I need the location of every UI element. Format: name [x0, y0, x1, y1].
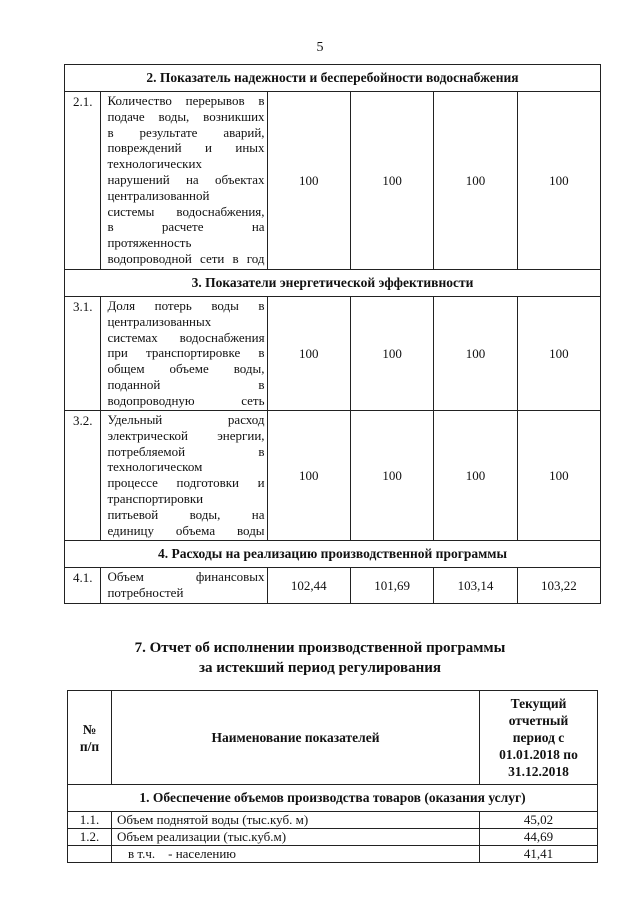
row-number: 1.2. — [68, 829, 112, 846]
row-number: 4.1. — [65, 568, 101, 604]
indicator-name: Объем поднятой воды (тыс.куб. м) — [112, 812, 480, 829]
indicator-value: 100 — [517, 92, 600, 270]
table-row — [68, 829, 598, 846]
header-num: № п/п — [68, 691, 112, 785]
indicator-name-line: технологических — [107, 156, 202, 172]
table-row — [65, 92, 601, 270]
indicator-name-line: нарушений на объектах — [107, 171, 265, 187]
indicator-name-line: водопроводной сети в год — [107, 250, 265, 266]
section-row — [65, 270, 601, 297]
indicator-name — [101, 297, 267, 411]
indicator-value: 103,14 — [434, 568, 517, 604]
report-table — [67, 690, 598, 863]
row-number: 2.1. — [65, 92, 101, 270]
table-row — [65, 411, 601, 541]
indicator-value: 101,69 — [350, 568, 433, 604]
indicator-name-line: централизованной — [107, 187, 210, 203]
table-row — [68, 812, 598, 829]
indicator-value: 44,69 — [480, 829, 598, 846]
indicator-value: 100 — [350, 297, 433, 411]
indicator-name-line: единицу объема воды — [107, 522, 265, 538]
row-number: 3.2. — [65, 411, 101, 541]
indicator-name-line: поданной в — [107, 376, 265, 392]
indicator-value: 100 — [517, 411, 600, 541]
indicator-value: 103,22 — [517, 568, 600, 604]
section-title: 2. Показатель надежности и бесперебойности водоснабжения — [65, 65, 601, 92]
indicator-value: 41,41 — [480, 846, 598, 863]
indicator-name-line: потребляемой в — [107, 443, 265, 459]
indicator-value: 100 — [434, 411, 517, 541]
indicator-name-line: подаче воды, возникших — [107, 108, 265, 124]
indicator-value: 100 — [267, 92, 350, 270]
row-number: 3.1. — [65, 297, 101, 411]
page-number: 5 — [316, 40, 324, 55]
indicator-value: 100 — [517, 297, 600, 411]
indicator-name-line: Удельный расход — [107, 412, 265, 427]
report-heading — [0, 638, 640, 678]
indicator-name-line: процессе подготовки и — [107, 475, 265, 491]
indicator-name: в т.ч. - населению — [112, 846, 480, 863]
header-name: Наименование показателей — [112, 691, 480, 785]
indicator-name-line: системы водоснабжения, — [107, 203, 265, 219]
indicator-value: 45,02 — [480, 812, 598, 829]
header-period: Текущий отчетный период с 01.01.2018 по 31.12.2018 — [480, 691, 598, 785]
indicator-name: Объем реализации (тыс.куб.м) — [112, 829, 480, 846]
indicators-table — [64, 64, 601, 604]
indicator-name-line: потребностей — [107, 584, 184, 600]
table-row — [65, 568, 601, 604]
indicator-name — [101, 568, 267, 604]
indicator-name-line: протяженность — [107, 235, 192, 251]
indicator-name-line: повреждений и иных — [107, 140, 265, 156]
indicator-name-line: водопроводную сеть — [107, 392, 265, 408]
section-row — [65, 65, 601, 92]
indicator-name-line: электрической энергии, — [107, 427, 265, 443]
indicator-name-line: Объем финансовых — [107, 569, 265, 584]
row-number — [68, 846, 112, 863]
section-title: 1. Обеспечение объемов производства товаров (оказания услуг) — [68, 785, 598, 812]
indicator-value: 100 — [434, 92, 517, 270]
indicator-name-line: Доля потерь воды в — [107, 298, 265, 313]
indicator-name-line: Количество перерывов в — [107, 93, 265, 108]
table-row — [65, 297, 601, 411]
indicator-name — [101, 411, 267, 541]
row-number: 1.1. — [68, 812, 112, 829]
report-heading-line: за истекший период регулирования — [198, 660, 442, 676]
indicator-value: 100 — [350, 411, 433, 541]
indicator-name-line: при транспортировке в — [107, 345, 265, 361]
indicator-name-line: системах водоснабжения — [107, 329, 265, 345]
indicator-value: 100 — [267, 411, 350, 541]
table-row — [68, 846, 598, 863]
indicator-value: 102,44 — [267, 568, 350, 604]
report-heading-line: 7. Отчет об исполнении производственной программы — [134, 640, 506, 656]
indicator-name-line: в расчете на — [107, 219, 265, 235]
indicator-name-line: общем объеме воды, — [107, 361, 265, 377]
indicator-name-line: централизованных — [107, 313, 212, 329]
section-title: 3. Показатели энергетической эффективности — [65, 270, 601, 297]
indicator-name-line: в результате аварий, — [107, 124, 265, 140]
section-title: 4. Расходы на реализацию производственной программы — [65, 541, 601, 568]
indicator-value: 100 — [350, 92, 433, 270]
indicator-name-line: питьевой воды, на — [107, 506, 265, 522]
indicator-name — [101, 92, 267, 270]
header-row — [68, 691, 598, 785]
section-row — [65, 541, 601, 568]
indicator-value: 100 — [267, 297, 350, 411]
indicator-name-line: технологическом — [107, 459, 203, 475]
indicator-value: 100 — [434, 297, 517, 411]
section-row — [68, 785, 598, 812]
indicator-name-line: транспортировки — [107, 490, 204, 506]
